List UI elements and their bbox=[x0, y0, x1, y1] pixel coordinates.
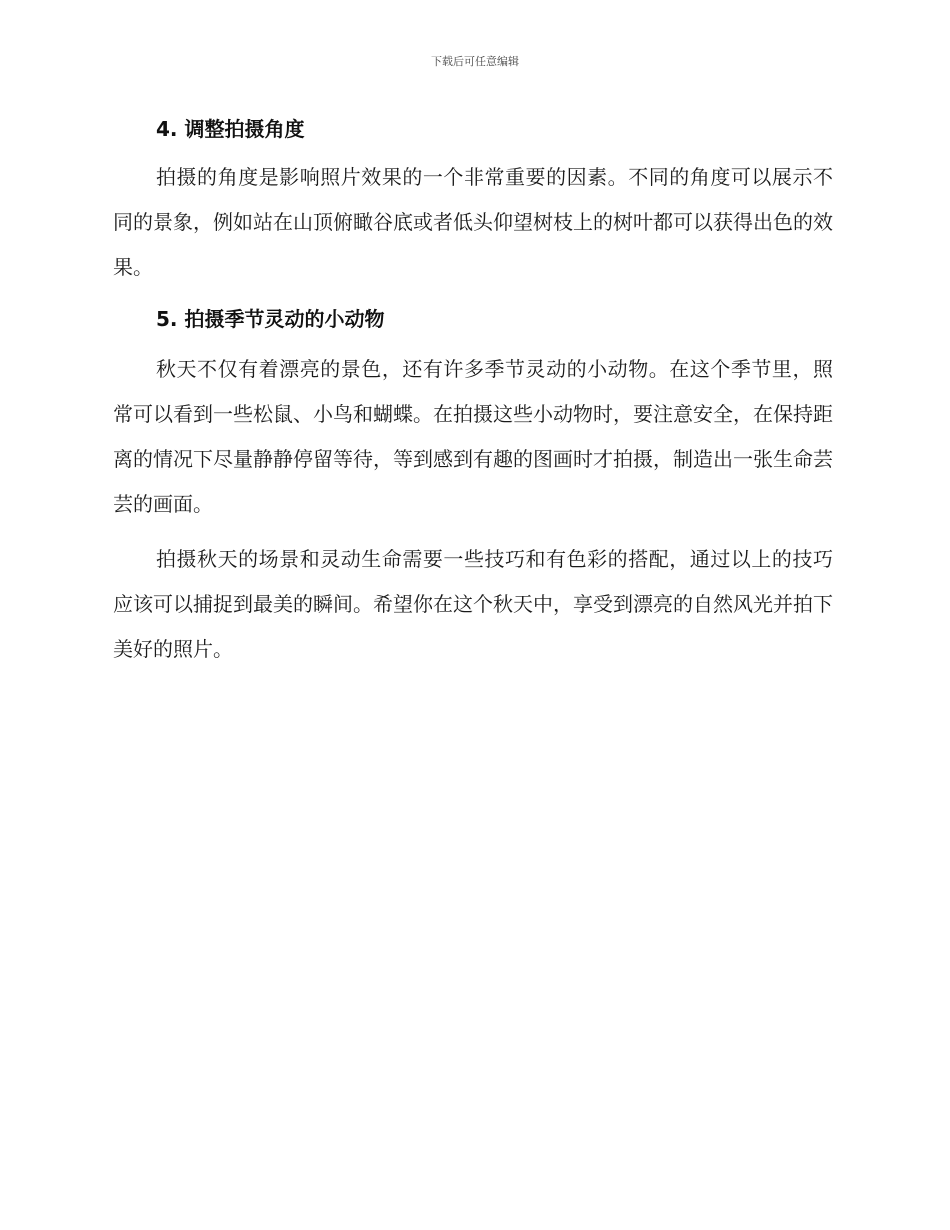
section-paragraph-animals: 秋天不仅有着漂亮的景色，还有许多季节灵动的小动物。在这个季节里，照常可以看到一些松鼠、小鸟和蝴蝶。在拍摄这些小动物时，要注意安全，在保持距离的情况下尽量静静停留等待，等到感到有趣的图画时才拍摄，制造出一张生命芸芸的画面。 bbox=[113, 357, 833, 516]
section-paragraph-angle: 拍摄的角度是影响照片效果的一个非常重要的因素。不同的角度可以展示不同的景象，例如站在山顶俯瞰谷底或者低头仰望树枝上的树叶都可以获得出色的效果。 bbox=[113, 165, 833, 279]
conclusion-paragraph: 拍摄秋天的场景和灵动生命需要一些技巧和有色彩的搭配，通过以上的技巧应该可以捕捉到最美的瞬间。希望你在这个秋天中，享受到漂亮的自然风光并拍下美好的照片。 bbox=[113, 547, 833, 661]
page-header: 下载后可任意编辑 bbox=[431, 55, 519, 68]
document-body bbox=[113, 112, 833, 672]
section-heading-angle: 4. 调整拍摄角度 bbox=[156, 117, 305, 141]
section-heading-animals: 5. 拍摄季节灵动的小动物 bbox=[156, 307, 385, 331]
